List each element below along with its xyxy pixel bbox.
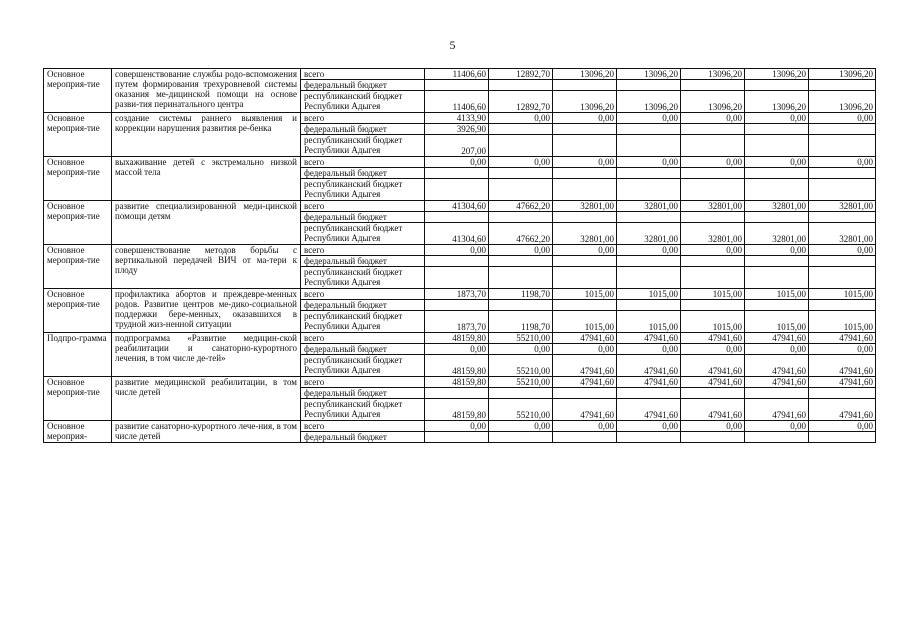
funding-source-cell: федеральный бюджет	[301, 432, 425, 443]
amount-cell: 47941,60	[553, 377, 617, 388]
amount-cell	[553, 135, 617, 157]
funding-source-cell: республиканский бюджет Республики Адыгея	[301, 135, 425, 157]
amount-cell	[553, 179, 617, 201]
amount-cell	[425, 179, 489, 201]
amount-cell: 0,00	[617, 113, 681, 124]
funding-source-cell: федеральный бюджет	[301, 80, 425, 91]
amount-cell	[553, 388, 617, 399]
amount-cell	[745, 135, 809, 157]
table-row	[44, 333, 876, 344]
amount-cell: 1015,00	[681, 311, 745, 333]
measure-description-cell: совершенствование методов борьбы с вертикальной передачей ВИЧ от ма-тери к плоду	[112, 245, 301, 289]
amount-cell: 0,00	[745, 344, 809, 355]
amount-cell	[489, 432, 553, 443]
amount-cell	[489, 80, 553, 91]
amount-cell	[745, 179, 809, 201]
amount-cell: 11406,60	[425, 91, 489, 113]
measure-type-cell: Основное мероприя-тие	[44, 113, 112, 157]
funding-source-cell: всего	[301, 333, 425, 344]
amount-cell	[681, 256, 745, 267]
amount-cell: 0,00	[489, 245, 553, 256]
amount-cell	[489, 267, 553, 289]
amount-cell	[489, 168, 553, 179]
amount-cell: 47941,60	[553, 333, 617, 344]
amount-cell	[489, 300, 553, 311]
amount-cell: 1015,00	[553, 289, 617, 300]
amount-cell: 47941,60	[617, 399, 681, 421]
amount-cell: 1015,00	[553, 311, 617, 333]
amount-cell	[425, 300, 489, 311]
amount-cell	[425, 212, 489, 223]
amount-cell: 13096,20	[745, 91, 809, 113]
amount-cell: 32801,00	[553, 201, 617, 212]
amount-cell: 47941,60	[809, 355, 876, 377]
amount-cell: 3926,90	[425, 124, 489, 135]
amount-cell: 1015,00	[745, 289, 809, 300]
amount-cell: 13096,20	[617, 69, 681, 80]
measure-type-cell: Основное мероприя-тие	[44, 377, 112, 421]
amount-cell: 1015,00	[809, 311, 876, 333]
funding-source-cell: республиканский бюджет Республики Адыгея	[301, 399, 425, 421]
amount-cell	[681, 212, 745, 223]
amount-cell: 48159,80	[425, 377, 489, 388]
amount-cell: 47941,60	[681, 399, 745, 421]
amount-cell: 32801,00	[745, 201, 809, 212]
measure-description-cell: создание системы раннего выявления и коррекции нарушения развития ре-бенка	[112, 113, 301, 157]
amount-cell	[617, 80, 681, 91]
amount-cell: 1015,00	[617, 311, 681, 333]
measure-description-cell: выхаживание детей с экстремально низкой массой тела	[112, 157, 301, 201]
amount-cell: 13096,20	[553, 91, 617, 113]
funding-source-cell: всего	[301, 157, 425, 168]
amount-cell: 47941,60	[553, 355, 617, 377]
table-row	[44, 289, 876, 300]
amount-cell: 55210,00	[489, 377, 553, 388]
amount-cell	[617, 179, 681, 201]
amount-cell: 0,00	[489, 113, 553, 124]
amount-cell	[745, 388, 809, 399]
amount-cell: 47941,60	[809, 377, 876, 388]
amount-cell	[681, 179, 745, 201]
funding-source-cell: всего	[301, 245, 425, 256]
amount-cell: 0,00	[745, 113, 809, 124]
amount-cell: 0,00	[425, 344, 489, 355]
amount-cell	[809, 212, 876, 223]
measure-description-cell: профилактика абортов и преждевре-менных родов. Развитие центров ме-дико-социальной поддержки бере-менных, оказавшихся в трудной жиз-ненной ситуации	[112, 289, 301, 333]
amount-cell: 0,00	[425, 157, 489, 168]
amount-cell: 0,00	[425, 421, 489, 432]
amount-cell: 13096,20	[745, 69, 809, 80]
amount-cell: 1198,70	[489, 289, 553, 300]
amount-cell	[745, 300, 809, 311]
amount-cell: 32801,00	[809, 201, 876, 212]
amount-cell: 47941,60	[617, 355, 681, 377]
amount-cell: 0,00	[425, 245, 489, 256]
amount-cell	[745, 168, 809, 179]
amount-cell: 48159,80	[425, 333, 489, 344]
table-row	[44, 245, 876, 256]
amount-cell: 47941,60	[617, 333, 681, 344]
amount-cell: 0,00	[617, 421, 681, 432]
funding-source-cell: республиканский бюджет Республики Адыгея	[301, 267, 425, 289]
measure-type-cell: Основное мероприя-	[44, 421, 112, 443]
amount-cell: 55210,00	[489, 399, 553, 421]
amount-cell: 47941,60	[681, 355, 745, 377]
amount-cell: 12892,70	[489, 69, 553, 80]
amount-cell: 0,00	[489, 344, 553, 355]
amount-cell	[745, 432, 809, 443]
measure-description-cell: совершенствование службы родо-вспоможения путем формирования трехуровневой системы оказания ме-дицинской помощи на основе разви-тия перинатального центра	[112, 69, 301, 113]
amount-cell: 32801,00	[809, 223, 876, 245]
funding-source-cell: всего	[301, 377, 425, 388]
amount-cell: 0,00	[809, 421, 876, 432]
amount-cell: 47941,60	[617, 377, 681, 388]
amount-cell	[617, 388, 681, 399]
amount-cell: 0,00	[553, 157, 617, 168]
amount-cell: 1198,70	[489, 311, 553, 333]
amount-cell: 13096,20	[809, 91, 876, 113]
amount-cell	[489, 124, 553, 135]
amount-cell	[809, 300, 876, 311]
amount-cell: 55210,00	[489, 355, 553, 377]
amount-cell	[745, 212, 809, 223]
amount-cell	[553, 300, 617, 311]
amount-cell: 0,00	[553, 245, 617, 256]
amount-cell	[617, 168, 681, 179]
table-row	[44, 157, 876, 168]
amount-cell	[617, 256, 681, 267]
amount-cell: 47662,20	[489, 223, 553, 245]
table-row	[44, 69, 876, 80]
amount-cell: 32801,00	[681, 223, 745, 245]
table-row	[44, 201, 876, 212]
amount-cell	[617, 124, 681, 135]
funding-source-cell: республиканский бюджет Республики Адыгея	[301, 179, 425, 201]
amount-cell: 48159,80	[425, 355, 489, 377]
amount-cell: 13096,20	[681, 91, 745, 113]
amount-cell	[425, 168, 489, 179]
funding-source-cell: федеральный бюджет	[301, 124, 425, 135]
funding-source-cell: федеральный бюджет	[301, 256, 425, 267]
amount-cell: 0,00	[553, 113, 617, 124]
amount-cell	[681, 267, 745, 289]
funding-source-cell: республиканский бюджет Республики Адыгея	[301, 91, 425, 113]
amount-cell: 47941,60	[745, 399, 809, 421]
amount-cell	[425, 267, 489, 289]
funding-source-cell: федеральный бюджет	[301, 300, 425, 311]
amount-cell	[809, 135, 876, 157]
amount-cell	[809, 168, 876, 179]
measure-type-cell: Основное мероприя-тие	[44, 69, 112, 113]
amount-cell	[809, 388, 876, 399]
amount-cell: 11406,60	[425, 69, 489, 80]
amount-cell	[489, 388, 553, 399]
amount-cell: 0,00	[809, 157, 876, 168]
amount-cell: 32801,00	[745, 223, 809, 245]
amount-cell	[489, 212, 553, 223]
amount-cell	[425, 388, 489, 399]
amount-cell: 13096,20	[681, 69, 745, 80]
amount-cell	[553, 212, 617, 223]
amount-cell	[809, 267, 876, 289]
amount-cell	[425, 256, 489, 267]
measure-type-cell: Подпро-грамма	[44, 333, 112, 377]
funding-source-cell: республиканский бюджет Республики Адыгея	[301, 223, 425, 245]
amount-cell: 1015,00	[617, 289, 681, 300]
amount-cell: 47941,60	[681, 333, 745, 344]
amount-cell: 1015,00	[681, 289, 745, 300]
amount-cell	[489, 135, 553, 157]
amount-cell: 47662,20	[489, 201, 553, 212]
amount-cell	[809, 256, 876, 267]
amount-cell: 4133,90	[425, 113, 489, 124]
amount-cell	[681, 168, 745, 179]
amount-cell: 13096,20	[617, 91, 681, 113]
amount-cell	[745, 124, 809, 135]
amount-cell	[553, 124, 617, 135]
amount-cell	[809, 124, 876, 135]
amount-cell: 48159,80	[425, 399, 489, 421]
measure-type-cell: Основное мероприя-тие	[44, 289, 112, 333]
funding-source-cell: федеральный бюджет	[301, 212, 425, 223]
funding-source-cell: всего	[301, 113, 425, 124]
page-number: 5	[449, 38, 456, 52]
amount-cell	[809, 432, 876, 443]
amount-cell: 1015,00	[745, 311, 809, 333]
amount-cell: 41304,60	[425, 201, 489, 212]
amount-cell: 32801,00	[617, 223, 681, 245]
amount-cell	[553, 168, 617, 179]
measure-type-cell: Основное мероприя-тие	[44, 201, 112, 245]
amount-cell: 0,00	[681, 157, 745, 168]
amount-cell: 0,00	[553, 421, 617, 432]
amount-cell: 41304,60	[425, 223, 489, 245]
table-row	[44, 421, 876, 432]
amount-cell: 12892,70	[489, 91, 553, 113]
amount-cell: 0,00	[617, 245, 681, 256]
amount-cell	[809, 179, 876, 201]
amount-cell	[553, 80, 617, 91]
funding-source-cell: всего	[301, 421, 425, 432]
amount-cell: 207,00	[425, 135, 489, 157]
amount-cell	[617, 432, 681, 443]
funding-source-cell: всего	[301, 69, 425, 80]
amount-cell: 55210,00	[489, 333, 553, 344]
amount-cell	[617, 135, 681, 157]
measure-type-cell: Основное мероприя-тие	[44, 157, 112, 201]
amount-cell: 47941,60	[745, 377, 809, 388]
amount-cell	[489, 179, 553, 201]
amount-cell	[617, 267, 681, 289]
funding-source-cell: федеральный бюджет	[301, 344, 425, 355]
funding-source-cell: федеральный бюджет	[301, 388, 425, 399]
table-row	[44, 377, 876, 388]
amount-cell: 32801,00	[617, 201, 681, 212]
measure-description-cell: развитие медицинской реабилитации, в том числе детей	[112, 377, 301, 421]
amount-cell: 47941,60	[681, 377, 745, 388]
amount-cell: 0,00	[489, 421, 553, 432]
amount-cell	[553, 432, 617, 443]
amount-cell: 47941,60	[809, 333, 876, 344]
amount-cell: 0,00	[681, 245, 745, 256]
funding-source-cell: федеральный бюджет	[301, 168, 425, 179]
amount-cell: 0,00	[809, 245, 876, 256]
funding-source-cell: всего	[301, 201, 425, 212]
amount-cell	[681, 135, 745, 157]
amount-cell: 0,00	[681, 421, 745, 432]
amount-cell: 1015,00	[809, 289, 876, 300]
amount-cell	[681, 388, 745, 399]
amount-cell: 1873,70	[425, 311, 489, 333]
amount-cell: 0,00	[745, 421, 809, 432]
measure-description-cell: развитие санаторно-курортного лече-ния, в том числе детей	[112, 421, 301, 443]
amount-cell: 1873,70	[425, 289, 489, 300]
budget-table	[43, 68, 876, 443]
amount-cell: 0,00	[617, 344, 681, 355]
amount-cell	[681, 300, 745, 311]
amount-cell: 0,00	[745, 245, 809, 256]
amount-cell: 32801,00	[553, 223, 617, 245]
amount-cell	[681, 432, 745, 443]
amount-cell	[681, 124, 745, 135]
measure-type-cell: Основное мероприя-тие	[44, 245, 112, 289]
amount-cell	[809, 80, 876, 91]
amount-cell	[489, 256, 553, 267]
measure-description-cell: развитие специализированной меди-цинской помощи детям	[112, 201, 301, 245]
amount-cell: 13096,20	[809, 69, 876, 80]
amount-cell	[425, 432, 489, 443]
amount-cell: 0,00	[681, 344, 745, 355]
measure-description-cell: подпрограмма «Развитие медицин-ской реабилитации и санаторно-курортного лечения, в том числе де-тей»	[112, 333, 301, 377]
amount-cell: 13096,20	[553, 69, 617, 80]
amount-cell	[745, 267, 809, 289]
amount-cell: 0,00	[745, 157, 809, 168]
amount-cell	[553, 256, 617, 267]
amount-cell: 32801,00	[681, 201, 745, 212]
funding-source-cell: республиканский бюджет Республики Адыгея	[301, 355, 425, 377]
amount-cell: 0,00	[809, 344, 876, 355]
amount-cell	[745, 80, 809, 91]
funding-source-cell: всего	[301, 289, 425, 300]
amount-cell	[745, 256, 809, 267]
amount-cell: 0,00	[809, 113, 876, 124]
amount-cell	[617, 300, 681, 311]
amount-cell: 47941,60	[745, 355, 809, 377]
amount-cell	[425, 80, 489, 91]
amount-cell: 47941,60	[745, 333, 809, 344]
amount-cell: 0,00	[489, 157, 553, 168]
amount-cell: 47941,60	[553, 399, 617, 421]
amount-cell: 0,00	[617, 157, 681, 168]
amount-cell: 47941,60	[809, 399, 876, 421]
amount-cell	[681, 80, 745, 91]
amount-cell	[617, 212, 681, 223]
amount-cell	[553, 267, 617, 289]
amount-cell: 0,00	[681, 113, 745, 124]
table-row	[44, 113, 876, 124]
funding-source-cell: республиканский бюджет Республики Адыгея	[301, 311, 425, 333]
amount-cell: 0,00	[553, 344, 617, 355]
